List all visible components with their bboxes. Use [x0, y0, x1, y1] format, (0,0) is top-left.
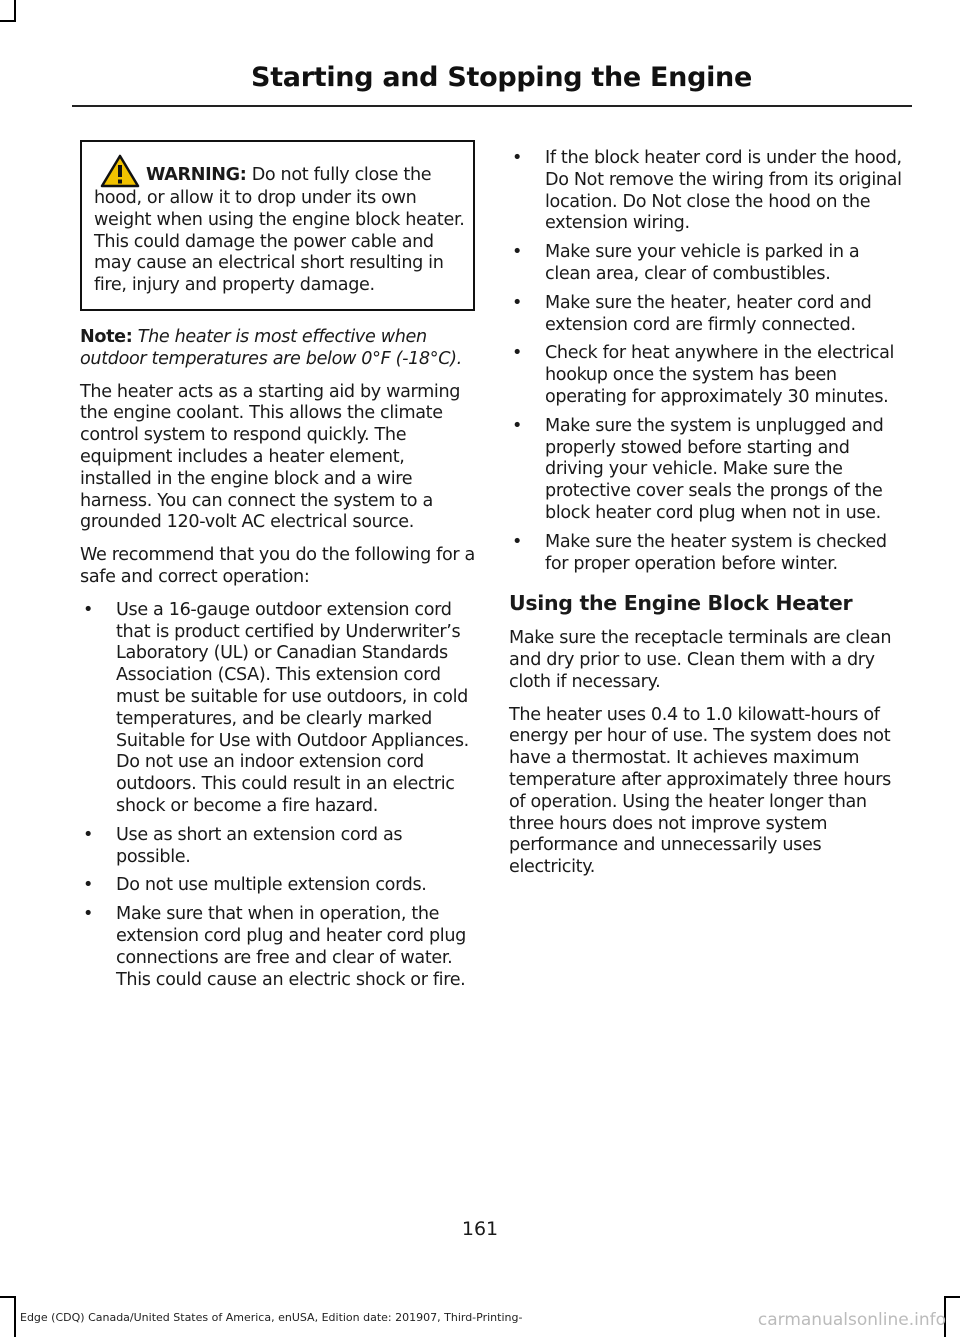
- list-item: [80, 600, 475, 818]
- bullet-icon: •: [512, 343, 523, 364]
- note-text: The heater is most effective when outdoor temperatures are below 0°F (-18°C).: [80, 326, 462, 369]
- list-item-text: Do not use multiple extension cords.: [116, 875, 427, 896]
- section-heading: Using the Engine Block Heater: [509, 591, 853, 616]
- list-item: [509, 343, 908, 408]
- body-paragraph: We recommend that you do the following for a safe and correct operation:: [80, 545, 475, 587]
- warning-paragraph: [94, 154, 465, 297]
- bullet-icon: •: [83, 599, 94, 620]
- note-label: Note:: [80, 326, 133, 347]
- list-item-text: Make sure your vehicle is parked in a clean area, clear of combustibles.: [545, 242, 860, 284]
- list-item-text: Make sure the system is unplugged and properly stowed before starting and driving your vehicle. Make sure the protective cover seals the prongs of the block heater cord plug when not in use.: [545, 415, 884, 523]
- list-item: [80, 904, 475, 991]
- warning-triangle-icon: [100, 154, 140, 188]
- bullet-icon: •: [83, 875, 94, 896]
- list-item: [80, 825, 475, 869]
- list-item-text: Make sure the heater, heater cord and extension cord are firmly connected.: [545, 292, 872, 335]
- crop-mark: [944, 1296, 960, 1298]
- bullet-icon: •: [512, 531, 523, 552]
- right-column: [509, 148, 908, 890]
- list-item: [80, 875, 475, 897]
- crop-mark: [14, 0, 16, 22]
- warning-text: Do not fully close the hood, or allow it to drop under its own weight when using the engine block heater. This could damage the power cable and may cause an electrical short resulting in fire, injury and property damage.: [94, 165, 465, 296]
- bullet-list: [80, 600, 475, 992]
- body-paragraph: Make sure the receptacle terminals are clean and dry prior to use. Clean them with a dry cloth if necessary.: [509, 628, 892, 692]
- crop-mark: [0, 1296, 16, 1298]
- page-header-title: Starting and Stopping the Engine: [251, 62, 752, 93]
- list-item: [509, 293, 908, 337]
- bullet-icon: •: [512, 415, 523, 436]
- warning-box: [80, 140, 475, 311]
- crop-mark: [14, 1296, 16, 1337]
- list-item: [509, 148, 908, 235]
- body-paragraph: The heater acts as a starting aid by warming the engine coolant. This allows the climate control system to respond quickly. The equipment includes a heater element, installed in the engine block and a wire harness. You can connect the system to a grounded 120-volt AC electrical source.: [80, 381, 461, 533]
- footer-edition-info: Edge (CDQ) Canada/United States of America, enUSA, Edition date: 201907, Third-Printing-: [20, 1311, 523, 1324]
- list-item-text: Use as short an extension cord as possible.: [116, 824, 403, 867]
- bullet-list: [509, 148, 908, 575]
- list-item-text: Use a 16-gauge outdoor extension cord that is product certified by Underwriter’s Laboratory (UL) or Canadian Standards Association (CSA). This extension cord must be suitable for use outdoors, in cold temperatures, and be clearly marked Suitable for Use with Outdoor Appliances. Do not use an indoor extension cord outdoors. This could result in an electric shock or become a fire hazard.: [116, 599, 469, 816]
- bullet-icon: •: [512, 148, 523, 168]
- page-number: 161: [461, 1218, 499, 1240]
- warning-label: WARNING:: [146, 165, 247, 185]
- body-paragraph: The heater uses 0.4 to 1.0 kilowatt-hours of energy per hour of use. The system does not have a thermostat. It achieves maximum temperature after approximately three hours of operation. Using the heater longer than three hours does not improve system performance and unnecessarily uses electricity.: [509, 704, 891, 878]
- bullet-icon: •: [83, 904, 94, 925]
- list-item-text: If the block heater cord is under the hood, Do Not remove the wiring from its original location. Do Not close the hood on the extension wiring.: [545, 148, 902, 234]
- list-item: [509, 242, 908, 286]
- list-item-text: Make sure that when in operation, the extension cord plug and heater cord plug connections are free and clear of water. This could cause an electric shock or fire.: [116, 904, 466, 990]
- crop-mark: [0, 20, 16, 22]
- note-paragraph: [80, 327, 475, 371]
- list-item-text: Check for heat anywhere in the electrical hookup once the system has been operating for approximately 30 minutes.: [545, 343, 895, 407]
- bullet-icon: •: [83, 824, 94, 845]
- list-item-text: Make sure the heater system is checked for proper operation before winter.: [545, 531, 887, 574]
- header-divider: [72, 105, 912, 107]
- watermark: carmanualsonline.info: [757, 1310, 946, 1330]
- bullet-icon: •: [512, 292, 523, 313]
- left-column: [80, 140, 475, 1003]
- list-item: [509, 416, 908, 525]
- bullet-icon: •: [512, 242, 523, 263]
- list-item: [509, 532, 908, 576]
